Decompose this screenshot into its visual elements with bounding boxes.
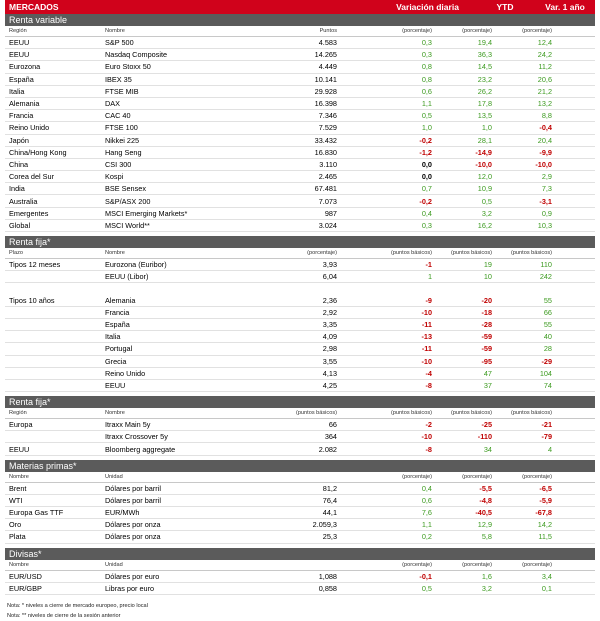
cell-c1: Australia — [9, 196, 38, 206]
cell-c4: 1 — [427, 272, 432, 282]
cell-c5: -95 — [481, 356, 492, 366]
column-header-c1: Nombre — [9, 561, 29, 568]
table-row — [5, 259, 595, 271]
cell-c2: S&P 500 — [105, 38, 134, 48]
cell-c3: 4.449 — [318, 62, 337, 72]
cell-c4: 0,8 — [421, 62, 432, 72]
cell-c1: Brent — [9, 483, 27, 493]
cell-c2: FTSE 100 — [105, 123, 138, 133]
cell-c4: -2 — [425, 420, 432, 430]
cell-c2: MSCI Emerging Markets* — [105, 208, 188, 218]
cell-c4: 1,1 — [421, 520, 432, 530]
cell-c3: 3.024 — [318, 220, 337, 230]
cell-c2: Francia — [105, 307, 130, 317]
cell-c3: 16.398 — [314, 99, 337, 109]
cell-c6: -29 — [541, 356, 552, 366]
table-row — [5, 86, 595, 98]
cell-c4: -0,2 — [419, 196, 432, 206]
cell-c5: 28,1 — [477, 135, 492, 145]
cell-c3: 10.141 — [314, 74, 337, 84]
cell-c2: Eurozona (Euribor) — [105, 260, 167, 270]
cell-c5: -25 — [481, 420, 492, 430]
column-header-c2: Nombre — [105, 28, 125, 34]
cell-c2: Itraxx Main 5y — [105, 420, 151, 430]
cell-c2: BSE Sensex — [105, 184, 146, 194]
column-headers — [5, 472, 595, 483]
cell-c1: España — [9, 74, 34, 84]
cell-c4: -10 — [421, 432, 432, 442]
cell-c6: 3,4 — [541, 571, 552, 581]
section-renta-variable — [5, 14, 595, 232]
cell-c6: -9,9 — [539, 147, 552, 157]
column-header-c5: (puntos básicos) — [450, 410, 492, 417]
cell-c6: 242 — [539, 272, 552, 282]
cell-c1: EUR/USD — [9, 571, 42, 581]
cell-c6: 55 — [543, 295, 552, 305]
notes — [5, 601, 595, 621]
cell-c1: China/Hong Kong — [9, 147, 67, 157]
cell-c2: Euro Stoxx 50 — [105, 62, 151, 72]
cell-c3: 2.059,3 — [312, 520, 337, 530]
column-header-c6: (porcentaje) — [522, 473, 552, 480]
section-title: Divisas* — [5, 548, 595, 560]
cell-c6: -5,9 — [539, 495, 552, 505]
cell-c6: 66 — [543, 307, 552, 317]
table-row — [5, 98, 595, 110]
table-row — [5, 183, 595, 195]
cell-c4: 0,7 — [421, 184, 432, 194]
cell-c6: 24,2 — [537, 50, 552, 60]
cell-c4: -8 — [425, 444, 432, 454]
cell-c3: 67.481 — [314, 184, 337, 194]
cell-c4: 0,5 — [421, 111, 432, 121]
section-renta-fija-credito — [5, 396, 595, 456]
cell-c6: -67,8 — [535, 508, 552, 518]
cell-c5: 5,8 — [481, 532, 492, 542]
column-header-c1: Nombre — [9, 473, 29, 480]
cell-c2: Nasdaq Composite — [105, 50, 168, 60]
cell-c4: 1,1 — [421, 99, 432, 109]
cell-c4: -1 — [425, 260, 432, 270]
cell-c2: CSI 300 — [105, 159, 132, 169]
column-headers — [5, 26, 595, 37]
column-header-c6: (porcentaje) — [522, 561, 552, 568]
header-ytd: YTD — [496, 2, 514, 12]
cell-c2: Dólares por onza — [105, 532, 161, 542]
table-row — [5, 531, 595, 543]
table-row — [5, 135, 595, 147]
column-header-c6: (puntos básicos) — [510, 250, 552, 256]
column-headers — [5, 408, 595, 419]
cell-c2: IBEX 35 — [105, 74, 132, 84]
cell-c5: 1,0 — [481, 123, 492, 133]
cell-c6: 21,2 — [537, 86, 552, 96]
table-row — [5, 519, 595, 531]
cell-c6: 40 — [543, 332, 552, 342]
cell-c3: 7.529 — [318, 123, 337, 133]
cell-c4: 0,4 — [421, 208, 432, 218]
section-title: Materias primas* — [5, 460, 595, 472]
cell-c3: 987 — [324, 208, 337, 218]
cell-c2: Kospi — [105, 172, 124, 182]
cell-c6: 2,9 — [541, 172, 552, 182]
cell-c3: 3,55 — [322, 356, 337, 366]
cell-c5: 14,5 — [477, 62, 492, 72]
cell-c1: EEUU — [9, 50, 30, 60]
section-divisas — [5, 548, 595, 595]
cell-c4: 0,3 — [421, 38, 432, 48]
table-row — [5, 74, 595, 86]
cell-c6: 0,9 — [541, 208, 552, 218]
cell-c4: -9 — [425, 295, 432, 305]
cell-c3: 66 — [328, 420, 337, 430]
section-materias-primas — [5, 460, 595, 544]
cell-c5: -18 — [481, 307, 492, 317]
section-title: Renta fija* — [5, 396, 595, 408]
cell-c1: Europa Gas TTF — [9, 508, 64, 518]
cell-c6: 28 — [543, 344, 552, 354]
cell-c3: 3,93 — [322, 260, 337, 270]
table-row — [5, 147, 595, 159]
cell-c3: 4,25 — [322, 380, 337, 390]
cell-c6: 74 — [543, 380, 552, 390]
cell-c4: 1,0 — [421, 123, 432, 133]
column-headers — [5, 248, 595, 259]
cell-c6: 10,3 — [537, 220, 552, 230]
cell-c1: WTI — [9, 495, 23, 505]
cell-c4: -4 — [425, 368, 432, 378]
cell-c5: -40,5 — [475, 508, 492, 518]
column-header-c3: Puntos — [319, 28, 337, 34]
cell-c5: -59 — [481, 344, 492, 354]
cell-c2: España — [105, 320, 130, 330]
cell-c4: 0,0 — [421, 159, 432, 169]
cell-c3: 2,36 — [322, 295, 337, 305]
cell-c3: 2,98 — [322, 344, 337, 354]
column-header-c4: (porcentaje) — [402, 473, 432, 480]
cell-c5: 3,2 — [481, 583, 492, 593]
cell-c2: Portugal — [105, 344, 133, 354]
cell-c1: Europa — [9, 420, 33, 430]
table-row — [5, 159, 595, 171]
cell-c4: -1,2 — [419, 147, 432, 157]
column-header-c4: (porcentaje) — [402, 561, 432, 568]
table-row — [5, 507, 595, 519]
cell-c6: -0,4 — [539, 123, 552, 133]
cell-c1: China — [9, 159, 29, 169]
cell-c1: Italia — [9, 86, 25, 96]
table-row — [5, 61, 595, 73]
cell-c6: 104 — [539, 368, 552, 378]
cell-c3: 6,04 — [322, 272, 337, 282]
cell-c2: Dólares por euro — [105, 571, 160, 581]
cell-c3: 2,92 — [322, 307, 337, 317]
table-row — [5, 319, 595, 331]
cell-c3: 364 — [324, 432, 337, 442]
cell-c6: -21 — [541, 420, 552, 430]
cell-c3: 4,13 — [322, 368, 337, 378]
cell-c3: 16.830 — [314, 147, 337, 157]
cell-c5: 12,9 — [477, 520, 492, 530]
cell-c3: 44,1 — [322, 508, 337, 518]
cell-c1: Japón — [9, 135, 29, 145]
cell-c1: Plata — [9, 532, 26, 542]
column-header-c5: (puntos básicos) — [450, 250, 492, 256]
cell-c5: 19,4 — [477, 38, 492, 48]
cell-c5: 34 — [483, 444, 492, 454]
cell-c3: 3,35 — [322, 320, 337, 330]
cell-c6: 12,4 — [537, 38, 552, 48]
cell-c5: 16,2 — [477, 220, 492, 230]
column-header-c4: (puntos básicos) — [390, 250, 432, 256]
cell-c2: DAX — [105, 99, 121, 109]
column-header-c3: (puntos básicos) — [295, 410, 337, 417]
cell-c2: CAC 40 — [105, 111, 131, 121]
markets-table — [5, 0, 595, 621]
table-row — [5, 443, 595, 455]
cell-c6: 13,2 — [537, 99, 552, 109]
cell-c3: 4.583 — [318, 38, 337, 48]
cell-c5: 37 — [483, 380, 492, 390]
cell-c5: 23,2 — [477, 74, 492, 84]
cell-c2: Itraxx Crossover 5y — [105, 432, 168, 442]
cell-c5: 17,8 — [477, 99, 492, 109]
cell-c4: 0,2 — [421, 532, 432, 542]
cell-c3: 7.346 — [318, 111, 337, 121]
cell-c6: 8,8 — [541, 111, 552, 121]
cell-c5: 1,6 — [481, 571, 492, 581]
note-1: Nota: * niveles a cierre de mercado europeo, precio local — [7, 602, 148, 609]
cell-c5: 19 — [483, 260, 492, 270]
cell-c4: -10 — [421, 307, 432, 317]
cell-c4: -0,1 — [419, 571, 432, 581]
cell-c6: 11,2 — [538, 62, 552, 72]
column-headers — [5, 560, 595, 571]
cell-c2: Italia — [105, 332, 121, 342]
cell-c1: Oro — [9, 520, 22, 530]
cell-c6: 20,4 — [537, 135, 552, 145]
table-row — [5, 343, 595, 355]
cell-c5: 47 — [483, 368, 492, 378]
cell-c2: S&P/ASX 200 — [105, 196, 151, 206]
cell-c4: 0,4 — [421, 483, 432, 493]
table-row — [5, 195, 595, 207]
table-row — [5, 37, 595, 49]
cell-c6: 20,6 — [537, 74, 552, 84]
cell-c2: Nikkei 225 — [105, 135, 140, 145]
cell-c4: -11 — [421, 344, 432, 354]
header-daily-variation: Variación diaria — [396, 2, 459, 12]
column-header-c3: (porcentaje) — [307, 250, 337, 256]
cell-c5: -14,9 — [475, 147, 492, 157]
cell-c2: Alemania — [105, 295, 136, 305]
cell-c3: 2.465 — [318, 172, 337, 182]
header-one-year: Var. 1 año — [545, 2, 585, 12]
cell-c2: Libras por euro — [105, 583, 155, 593]
cell-c1: Global — [9, 220, 31, 230]
cell-c1: Reino Unido — [9, 123, 50, 133]
cell-c2: EEUU (Libor) — [105, 272, 149, 282]
cell-c5: -5,5 — [479, 483, 492, 493]
column-header-c6: (puntos básicos) — [510, 410, 552, 417]
cell-c6: 110 — [540, 260, 552, 270]
table-row — [5, 110, 595, 122]
cell-c5: 26,2 — [477, 86, 492, 96]
cell-c4: 0,0 — [421, 172, 432, 182]
table-row — [5, 331, 595, 343]
cell-c4: 0,8 — [421, 74, 432, 84]
cell-c2: Grecia — [105, 356, 127, 366]
cell-c1: Tipos 12 meses — [9, 260, 61, 270]
table-row — [5, 49, 595, 61]
cell-c6: -79 — [541, 432, 552, 442]
column-header-c4: (porcentaje) — [402, 28, 432, 34]
cell-c5: 13,5 — [477, 111, 492, 121]
column-header-c2: Nombre — [105, 410, 125, 417]
cell-c2: MSCI World** — [105, 220, 150, 230]
cell-c3: 76,4 — [322, 495, 337, 505]
cell-c1: Corea del Sur — [9, 172, 55, 182]
cell-c2: Hang Seng — [105, 147, 142, 157]
table-row — [5, 208, 595, 220]
note-2: Nota: ** niveles de cierre de la sesión anterior — [7, 612, 121, 619]
cell-c6: 55 — [543, 320, 552, 330]
cell-c4: 0,6 — [421, 495, 432, 505]
cell-c2: Dólares por barril — [105, 483, 161, 493]
column-header-c4: (puntos básicos) — [390, 410, 432, 417]
cell-c1: Francia — [9, 111, 34, 121]
column-header-c5: (porcentaje) — [462, 28, 492, 34]
cell-c6: 11,5 — [538, 532, 552, 542]
column-header-c1: Plazo — [9, 250, 23, 256]
table-row — [5, 583, 595, 595]
cell-c2: EEUU — [105, 380, 126, 390]
cell-c4: 0,3 — [421, 50, 432, 60]
cell-c6: -3,1 — [539, 196, 552, 206]
cell-c2: Dólares por onza — [105, 520, 161, 530]
cell-c4: -11 — [421, 320, 432, 330]
table-row — [5, 495, 595, 507]
cell-c4: -10 — [421, 356, 432, 366]
column-header-c2: Nombre — [105, 250, 125, 256]
cell-c6: 0,1 — [541, 583, 552, 593]
column-header-c2: Unidad — [105, 473, 123, 480]
cell-c3: 2.082 — [318, 444, 337, 454]
cell-c5: -4,8 — [479, 495, 492, 505]
cell-c1: Alemania — [9, 99, 40, 109]
cell-c6: -6,5 — [539, 483, 552, 493]
cell-c4: -0,2 — [419, 135, 432, 145]
cell-c4: -13 — [421, 332, 432, 342]
cell-c1: Emergentes — [9, 208, 49, 218]
cell-c3: 3.110 — [319, 159, 337, 169]
cell-c6: 7,3 — [541, 184, 552, 194]
cell-c5: 36,3 — [477, 50, 492, 60]
cell-c3: 0,858 — [318, 583, 337, 593]
table-row — [5, 122, 595, 134]
section-title: Renta variable — [5, 14, 595, 26]
cell-c5: -10,0 — [475, 159, 492, 169]
cell-c3: 4,09 — [322, 332, 337, 342]
table-row — [5, 431, 595, 443]
title-label: MERCADOS — [9, 2, 59, 12]
cell-c3: 81,2 — [322, 483, 337, 493]
cell-c1: EEUU — [9, 444, 30, 454]
table-row — [5, 356, 595, 368]
cell-c5: -110 — [477, 432, 492, 442]
cell-c5: 0,5 — [481, 196, 492, 206]
cell-c5: 12,0 — [477, 172, 492, 182]
cell-c2: Reino Unido — [105, 368, 146, 378]
cell-c3: 33.432 — [314, 135, 337, 145]
cell-c5: -28 — [481, 320, 492, 330]
section-renta-fija — [5, 236, 595, 392]
table-row — [5, 571, 595, 583]
table-row — [5, 220, 595, 232]
cell-c3: 25,3 — [322, 532, 337, 542]
cell-c1: Tipos 10 años — [9, 295, 55, 305]
column-header-c5: (porcentaje) — [462, 561, 492, 568]
section-title: Renta fija* — [5, 236, 595, 248]
cell-c4: 0,3 — [421, 220, 432, 230]
cell-c4: 0,5 — [421, 583, 432, 593]
cell-c6: -10,0 — [535, 159, 552, 169]
table-row — [5, 368, 595, 380]
column-header-c1: Región — [9, 28, 27, 34]
cell-c4: 0,6 — [421, 86, 432, 96]
column-header-c6: (porcentaje) — [522, 28, 552, 34]
table-row — [5, 283, 595, 294]
cell-c6: 14,2 — [537, 520, 552, 530]
cell-c4: -8 — [425, 380, 432, 390]
table-row — [5, 419, 595, 431]
table-row — [5, 295, 595, 307]
table-row — [5, 380, 595, 392]
cell-c5: 10,9 — [477, 184, 492, 194]
cell-c5: -59 — [481, 332, 492, 342]
cell-c5: -20 — [481, 295, 492, 305]
cell-c1: India — [9, 184, 25, 194]
table-row — [5, 307, 595, 319]
cell-c2: FTSE MIB — [105, 86, 139, 96]
cell-c3: 14.265 — [314, 50, 337, 60]
cell-c1: EEUU — [9, 38, 30, 48]
cell-c1: EUR/GBP — [9, 583, 42, 593]
cell-c2: Dólares por barril — [105, 495, 161, 505]
column-header-c2: Unidad — [105, 561, 123, 568]
cell-c2: Bloomberg aggregate — [105, 444, 176, 454]
cell-c3: 1,088 — [318, 571, 337, 581]
column-header-c5: (porcentaje) — [462, 473, 492, 480]
cell-c5: 3,2 — [481, 208, 492, 218]
column-header-c1: Región — [9, 410, 27, 417]
title-bar — [5, 0, 595, 14]
cell-c5: 10 — [483, 272, 492, 282]
cell-c3: 29.928 — [314, 86, 337, 96]
cell-c6: 4 — [547, 444, 552, 454]
table-row — [5, 483, 595, 495]
cell-c3: 7.073 — [318, 196, 337, 206]
table-row — [5, 271, 595, 283]
cell-c2: EUR/MWh — [105, 508, 140, 518]
cell-c4: 7,6 — [421, 508, 432, 518]
cell-c1: Eurozona — [9, 62, 41, 72]
table-row — [5, 171, 595, 183]
